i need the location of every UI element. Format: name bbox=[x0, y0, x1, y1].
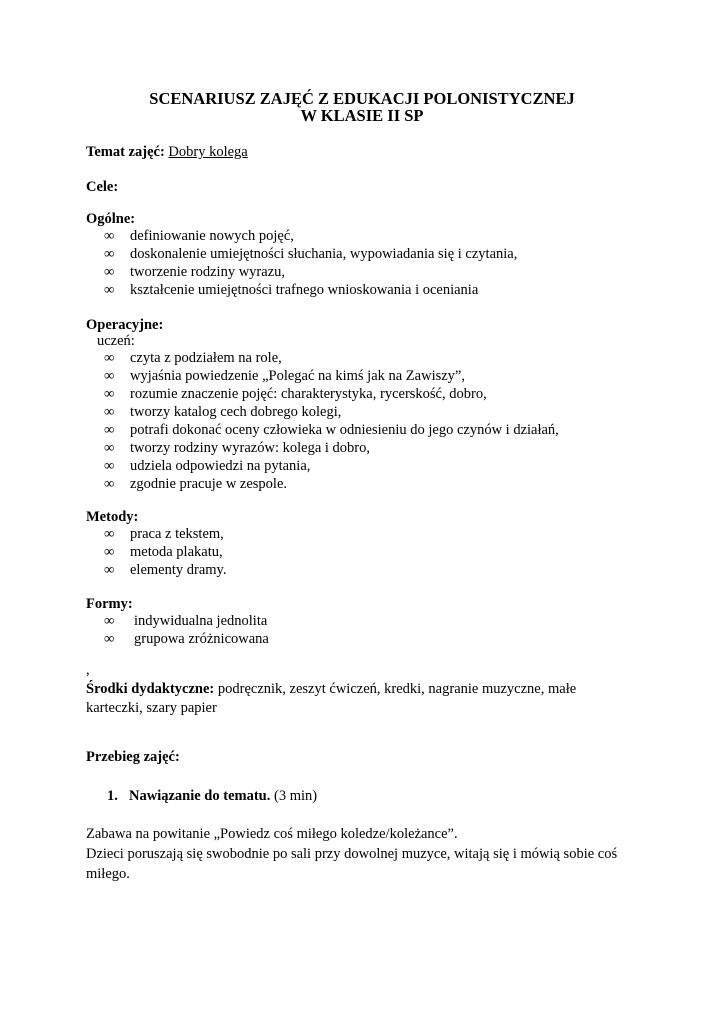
infinity-bullet-icon: ∞ bbox=[104, 282, 115, 298]
infinity-bullet-icon: ∞ bbox=[104, 368, 115, 384]
teaching-aids-text-line2: karteczki, szary papier bbox=[86, 700, 217, 716]
step-1-duration: (3 min) bbox=[270, 788, 318, 804]
list-item: ∞ praca z tekstem, bbox=[104, 526, 224, 542]
list-item: ∞ indywidualna jednolita bbox=[104, 613, 268, 629]
document-title-line1: SCENARIUSZ ZAJĘĆ Z EDUKACJI POLONISTYCZNEJ bbox=[149, 89, 575, 108]
list-item: ∞ doskonalenie umiejętności słuchania, wypowiadania się i czytania, bbox=[104, 246, 518, 262]
infinity-bullet-icon: ∞ bbox=[104, 228, 115, 244]
topic-label: Temat zajęć: bbox=[86, 144, 165, 160]
step-1-number: 1. bbox=[107, 788, 118, 804]
list-item: ∞ tworzy rodziny wyrazów: kolega i dobro, bbox=[104, 440, 370, 456]
infinity-bullet-icon: ∞ bbox=[104, 350, 115, 366]
lesson-flow-heading: Przebieg zajęć: bbox=[86, 749, 180, 765]
list-item: ∞ elementy dramy. bbox=[104, 562, 227, 578]
list-item: ∞ rozumie znaczenie pojęć: charakterystyka, rycerskość, dobro, bbox=[104, 386, 487, 402]
infinity-bullet-icon: ∞ bbox=[104, 264, 115, 280]
methods-list bbox=[104, 525, 227, 579]
infinity-bullet-icon: ∞ bbox=[104, 458, 115, 474]
infinity-bullet-icon: ∞ bbox=[104, 404, 115, 420]
infinity-bullet-icon: ∞ bbox=[104, 440, 115, 456]
list-item: ∞ tworzy katalog cech dobrego kolegi, bbox=[104, 404, 342, 420]
infinity-bullet-icon: ∞ bbox=[104, 526, 115, 542]
infinity-bullet-icon: ∞ bbox=[104, 476, 115, 492]
list-item: ∞ grupowa zróżnicowana bbox=[104, 631, 269, 647]
list-item: ∞ zgodnie pracuje w zespole. bbox=[104, 476, 288, 492]
teaching-aids-label: Środki dydaktyczne: bbox=[86, 681, 215, 697]
general-goals-heading: Ogólne: bbox=[86, 211, 136, 227]
student-label: uczeń: bbox=[97, 333, 135, 349]
infinity-bullet-icon: ∞ bbox=[104, 613, 115, 629]
step-1-title: Nawiązanie do tematu. bbox=[129, 788, 271, 804]
list-item: ∞ tworzenie rodziny wyrazu, bbox=[104, 264, 286, 280]
infinity-bullet-icon: ∞ bbox=[104, 246, 115, 262]
step-1-description bbox=[86, 825, 646, 884]
body-line-1: Zabawa na powitanie „Powiedz coś miłego koledze/koleżance”. bbox=[86, 826, 458, 842]
body-line-3: miłego. bbox=[86, 866, 130, 882]
teaching-aids-text-line1: podręcznik, zeszyt ćwiczeń, kredki, nagranie muzyczne, małe bbox=[214, 681, 577, 697]
general-goals-list bbox=[104, 227, 517, 299]
topic-line bbox=[86, 143, 646, 161]
infinity-bullet-icon: ∞ bbox=[104, 544, 115, 560]
list-item: ∞ wyjaśnia powiedzenie „Polegać na kimś jak na Zawiszy”, bbox=[104, 368, 465, 384]
list-item: ∞ metoda plakatu, bbox=[104, 544, 223, 560]
list-item: ∞ czyta z podziałem na role, bbox=[104, 350, 282, 366]
step-1-heading bbox=[107, 787, 317, 805]
infinity-bullet-icon: ∞ bbox=[104, 631, 115, 647]
goals-heading: Cele: bbox=[86, 179, 119, 195]
forms-heading: Formy: bbox=[86, 596, 133, 612]
methods-heading: Metody: bbox=[86, 509, 139, 525]
teaching-aids-paragraph bbox=[86, 680, 646, 718]
stray-comma: , bbox=[86, 662, 90, 678]
infinity-bullet-icon: ∞ bbox=[104, 386, 115, 402]
list-item: ∞ kształcenie umiejętności trafnego wnioskowania i oceniania bbox=[104, 282, 479, 298]
topic-value: Dobry kolega bbox=[168, 144, 248, 160]
operational-goals-list bbox=[104, 349, 559, 493]
list-item: ∞ potrafi dokonać oceny człowieka w odniesieniu do jego czynów i działań, bbox=[104, 422, 559, 438]
list-item: ∞ udziela odpowiedzi na pytania, bbox=[104, 458, 311, 474]
infinity-bullet-icon: ∞ bbox=[104, 422, 115, 438]
list-item: ∞ definiowanie nowych pojęć, bbox=[104, 228, 294, 244]
forms-list bbox=[104, 612, 269, 648]
body-line-2: Dzieci poruszają się swobodnie po sali przy dowolnej muzyce, witają się i mówią sobie coś bbox=[86, 846, 618, 862]
document-title-line2: W KLASIE II SP bbox=[300, 106, 424, 125]
operational-goals-heading: Operacyjne: bbox=[86, 317, 164, 333]
infinity-bullet-icon: ∞ bbox=[104, 562, 115, 578]
